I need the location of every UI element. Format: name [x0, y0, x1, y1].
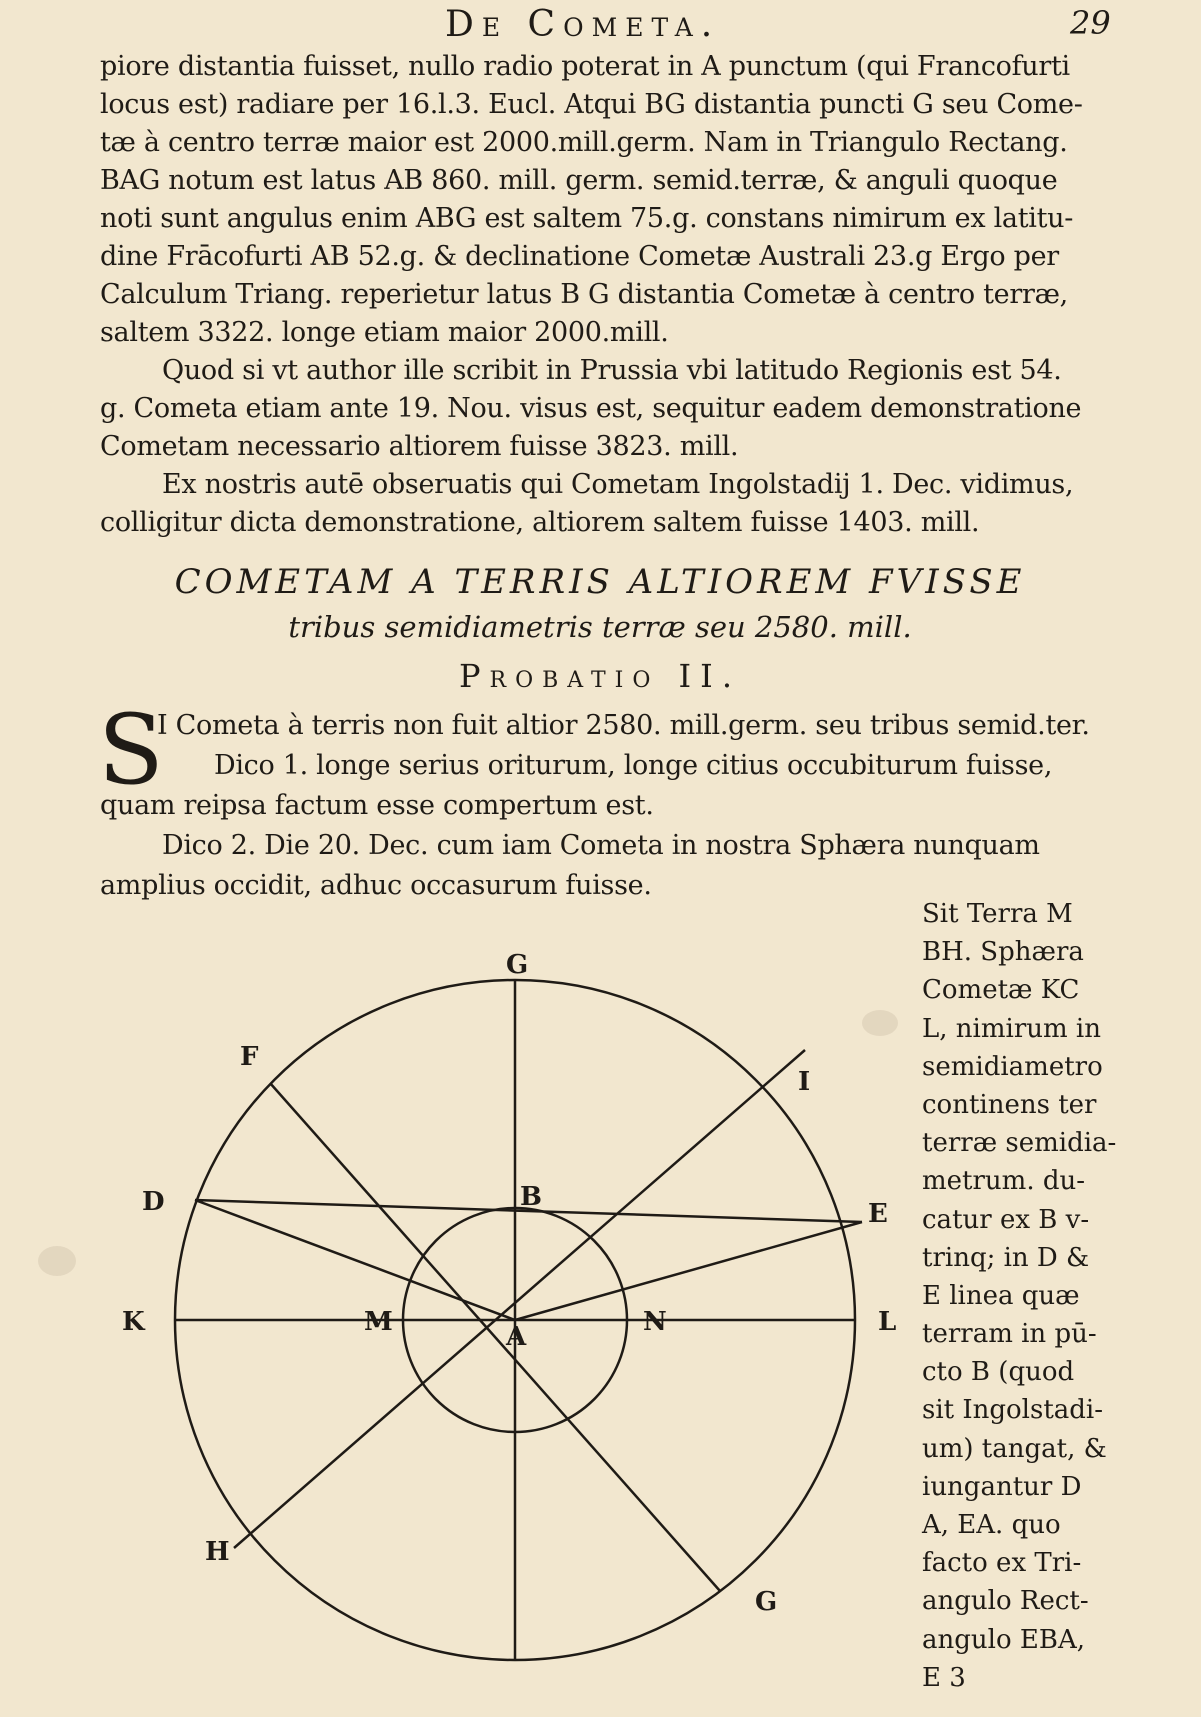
section-title: COMETAM A TERRIS ALTIOREM FVISSE — [174, 562, 1026, 602]
label-D: D — [142, 1187, 165, 1217]
label-N: N — [643, 1307, 667, 1337]
drop-cap: S — [98, 694, 164, 806]
margin-line: continens ter — [922, 1089, 1097, 1120]
body-text-probatio — [100, 706, 1120, 906]
text-line: piore distantia fuisset, nullo radio poterat in A punctum (qui Francofurti — [100, 51, 1070, 82]
margin-line: Cometæ KC — [922, 975, 1080, 1006]
margin-line: semidiametro — [922, 1051, 1103, 1082]
section-subtitle: tribus semidiametris terræ seu 2580. mill. — [288, 610, 912, 644]
line-F-G — [270, 1083, 720, 1591]
line-I-H — [234, 1050, 805, 1548]
margin-line: metrum. du- — [922, 1166, 1086, 1197]
text-line: noti sunt angulus enim ABG est saltem 75.g. constans nimirum ex latitu- — [100, 203, 1074, 234]
margin-line: E 3 — [922, 1662, 966, 1693]
label-L: L — [878, 1307, 897, 1337]
label-B: B — [520, 1182, 542, 1212]
label-A: A — [506, 1322, 527, 1352]
label-I: I — [798, 1067, 811, 1097]
text-line: Dico 1. longe serius oriturum, longe citius occubiturum fuisse, — [214, 750, 1053, 781]
text-line: Calculum Triang. reperietur latus B G distantia Cometæ à centro terræ, — [100, 279, 1068, 310]
margin-text-column — [922, 895, 1162, 1697]
margin-line: catur ex B v- — [922, 1204, 1090, 1235]
text-line: colligitur dicta demonstratione, altiorem saltem fuisse 1403. mill. — [100, 507, 980, 538]
margin-line: um) tangat, & — [922, 1433, 1107, 1464]
text-line: tæ à centro terræ maior est 2000.mill.germ. Nam in Triangulo Rectang. — [100, 127, 1068, 158]
margin-line: E linea quæ — [922, 1280, 1080, 1311]
text-line: I Cometa à terris non fuit altior 2580. mill.germ. seu tribus semid.ter. — [157, 710, 1090, 741]
margin-line: facto ex Tri- — [922, 1548, 1082, 1579]
label-G-bottom: G — [755, 1587, 778, 1617]
text-line: Dico 2. Die 20. Dec. cum iam Cometa in nostra Sphæra nunquam — [162, 830, 1040, 861]
margin-line: terræ semidia- — [922, 1128, 1117, 1159]
line-E-A — [515, 1222, 862, 1320]
text-line: Ex nostris autē obseruatis qui Cometam Ingolstadij 1. Dec. vidimus, — [162, 469, 1074, 500]
margin-line: L, nimirum in — [922, 1013, 1101, 1044]
text-line: BAG notum est latus AB 860. mill. germ. semid.terræ, & anguli quoque — [100, 165, 1058, 196]
page-header — [0, 4, 1201, 44]
page-number: 29 — [1070, 4, 1111, 42]
label-F: F — [240, 1042, 259, 1072]
running-head: De Cometa. — [445, 4, 721, 45]
text-line: Cometam necessario altiorem fuisse 3823. mill. — [100, 431, 739, 462]
text-line: quam reipsa factum esse compertum est. — [100, 790, 654, 821]
label-K: K — [122, 1307, 145, 1337]
ink-stain — [38, 1246, 76, 1276]
margin-line: terram in pū- — [922, 1319, 1097, 1350]
margin-line: A, EA. quo — [922, 1510, 1061, 1540]
margin-line: iungantur D — [922, 1471, 1082, 1502]
probatio-heading: Probatio II. — [458, 657, 741, 695]
margin-line: angulo EBA, — [922, 1624, 1085, 1655]
text-line: g. Cometa etiam ante 19. Nou. visus est, sequitur eadem demonstratione — [100, 393, 1082, 424]
margin-line: trinq; in D & — [922, 1242, 1090, 1273]
text-line: Quod si vt author ille scribit in Prussia vbi latitudo Regionis est 54. — [162, 355, 1062, 386]
text-line: amplius occidit, adhuc occasurum fuisse. — [100, 870, 652, 901]
body-text-top — [100, 48, 1120, 542]
label-G-top: G — [506, 950, 529, 980]
label-E: E — [868, 1199, 888, 1229]
margin-line: angulo Rect- — [922, 1586, 1089, 1617]
label-H: H — [205, 1537, 230, 1567]
margin-line: sit Ingolstadi- — [922, 1395, 1104, 1426]
label-M: M — [364, 1307, 393, 1337]
text-line: locus est) radiare per 16.l.3. Eucl. Atqui BG distantia puncti G seu Come- — [100, 89, 1083, 120]
margin-line: BH. Sphæra — [922, 937, 1084, 968]
margin-line: Sit Terra M — [922, 899, 1073, 929]
margin-line: cto B (quod — [922, 1357, 1075, 1388]
geometric-diagram — [110, 905, 900, 1670]
text-line: dine Frācofurti AB 52.g. & declinatione Cometæ Australi 23.g Ergo per — [100, 241, 1059, 272]
text-line: saltem 3322. longe etiam maior 2000.mill. — [100, 317, 669, 348]
